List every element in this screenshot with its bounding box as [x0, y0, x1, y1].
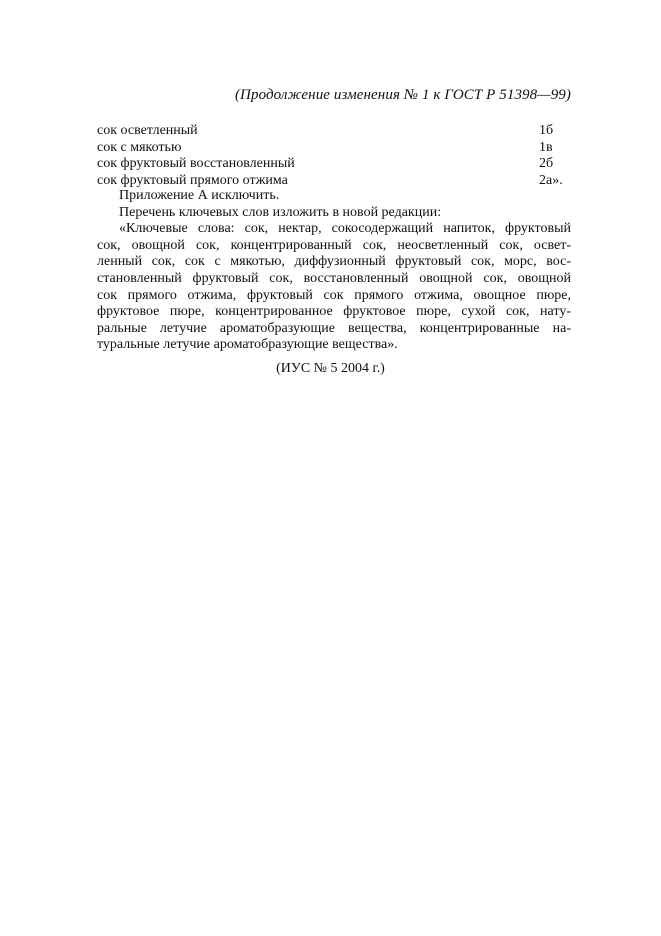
term-label: сок с мякотью [97, 139, 182, 155]
keywords-paragraph [97, 221, 571, 354]
keywords-line: становленный фруктовый сок, восстановленный овощной сок, овощной [97, 270, 571, 286]
term-code: 1б [539, 123, 554, 138]
term-label: сок фруктовый прямого отжима [97, 172, 288, 188]
term-code: 2а». [539, 172, 563, 188]
amendment-text [97, 188, 571, 354]
term-row [97, 173, 571, 190]
term-label: сок фруктовый восстановленный [97, 156, 295, 171]
keywords-line: ленный сок, сок с мякотью, диффузионный фруктовый сок, морс, вос- [97, 254, 571, 270]
term-row [97, 140, 571, 157]
keywords-line: туральные летучие ароматобразующие вещества». [97, 337, 398, 353]
keywords-line: ральные летучие ароматобразующие вещества, концентрированные на- [97, 320, 571, 336]
terms-list [97, 123, 571, 189]
term-row [97, 156, 571, 173]
keywords-line: фруктовое пюре, концентрированное фруктовое пюре, сухой сок, нату- [97, 304, 571, 320]
keywords-line: сок прямого отжима, фруктовый сок прямого отжима, овощное пюре, [97, 287, 571, 303]
term-label: сок осветленный [97, 123, 198, 138]
keywords-line: сок, овощной сок, концентрированный сок, неосветленный сок, освет- [97, 237, 571, 253]
term-row [97, 123, 571, 140]
page-header: (Продолжение изменения № 1 к ГОСТ Р 51398—99) [234, 87, 571, 103]
term-code: 2б [539, 156, 554, 171]
keywords-line: «Ключевые слова: сок, нектар, сокосодержащий напиток, фруктовый [119, 221, 571, 237]
source-reference: (ИУС № 5 2004 г.) [276, 361, 385, 376]
term-code: 1в [539, 139, 553, 155]
appendix-note: Приложение А исключить. [119, 188, 280, 203]
keywords-intro: Перечень ключевых слов изложить в новой редакции: [119, 204, 442, 220]
